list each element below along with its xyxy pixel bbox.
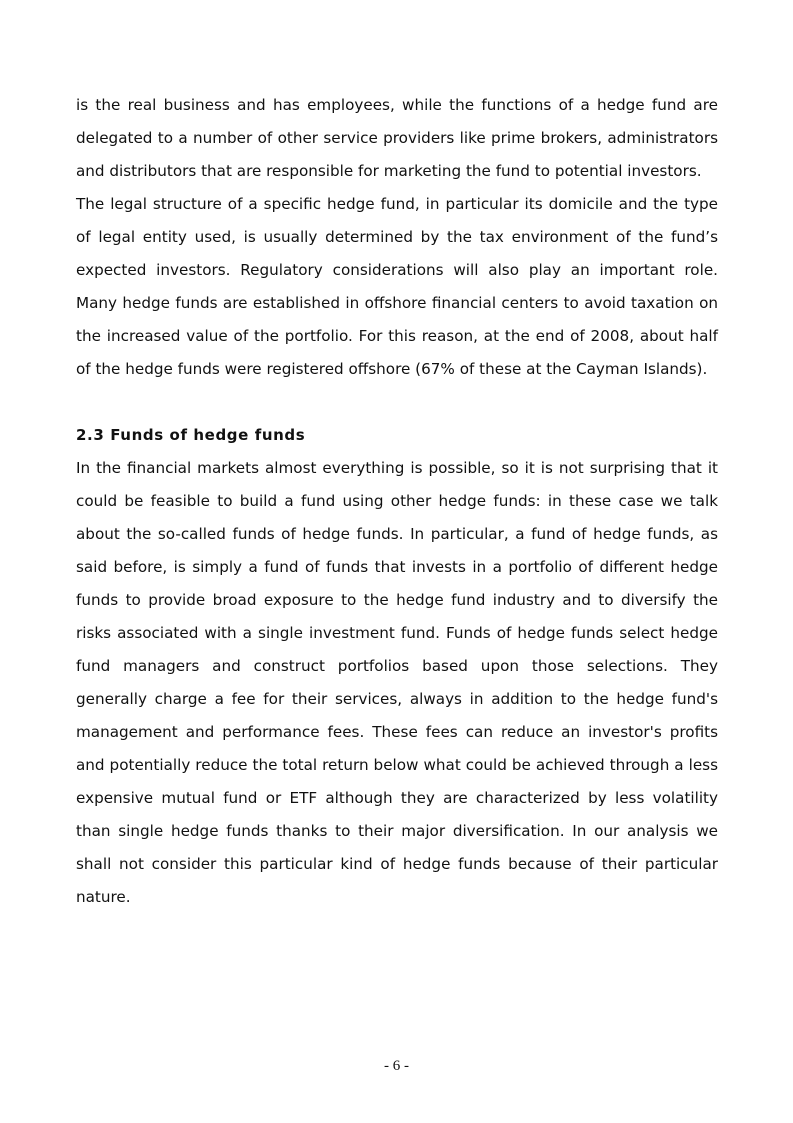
section-heading: 2.3 Funds of hedge funds — [76, 426, 306, 444]
paragraph-legal-structure: The legal structure of a specific hedge fund, in particular its domicile and the type of legal entity used, is usually determined by the tax environment of the fund’s expected investors. Regulatory considerations will also play an important role. Many hedge funds are established in offshore financial centers to avoid taxation on the increased value of the portfolio. For this reason, at the end of 2008, about half of the hedge funds were registered offshore (67% of these at the Cayman Islands). — [76, 195, 718, 378]
page-content — [76, 89, 718, 914]
paragraph-funds-of-hedge-funds: In the financial markets almost everything is possible, so it is not surprising that it could be feasible to build a fund using other hedge funds: in these case we talk about the so-called funds of hedge funds. In particular, a fund of hedge funds, as said before, is simply a fund of funds that invests in a portfolio of different hedge funds to provide broad exposure to the hedge fund industry and to diversify the risks associated with a single investment fund. Funds of hedge funds select hedge fund managers and construct portfolios based upon those selections. They generally charge a fee for their services, always in addition to the hedge fund's management and performance fees. These fees can reduce an investor's profits and potentially reduce the total return below what could be achieved through a less expensive mutual fund or ETF although they are characterized by less volatility than single hedge funds thanks to their major diversification. In our analysis we shall not consider this particular kind of hedge funds because of their particular nature. — [76, 459, 718, 906]
page-number: - 6 - — [384, 1058, 409, 1074]
paragraph-continuation: is the real business and has employees, while the functions of a hedge fund are delegated to a number of other service providers like prime brokers, administrators and distributors that are responsible for marketing the fund to potential investors. — [76, 96, 718, 180]
